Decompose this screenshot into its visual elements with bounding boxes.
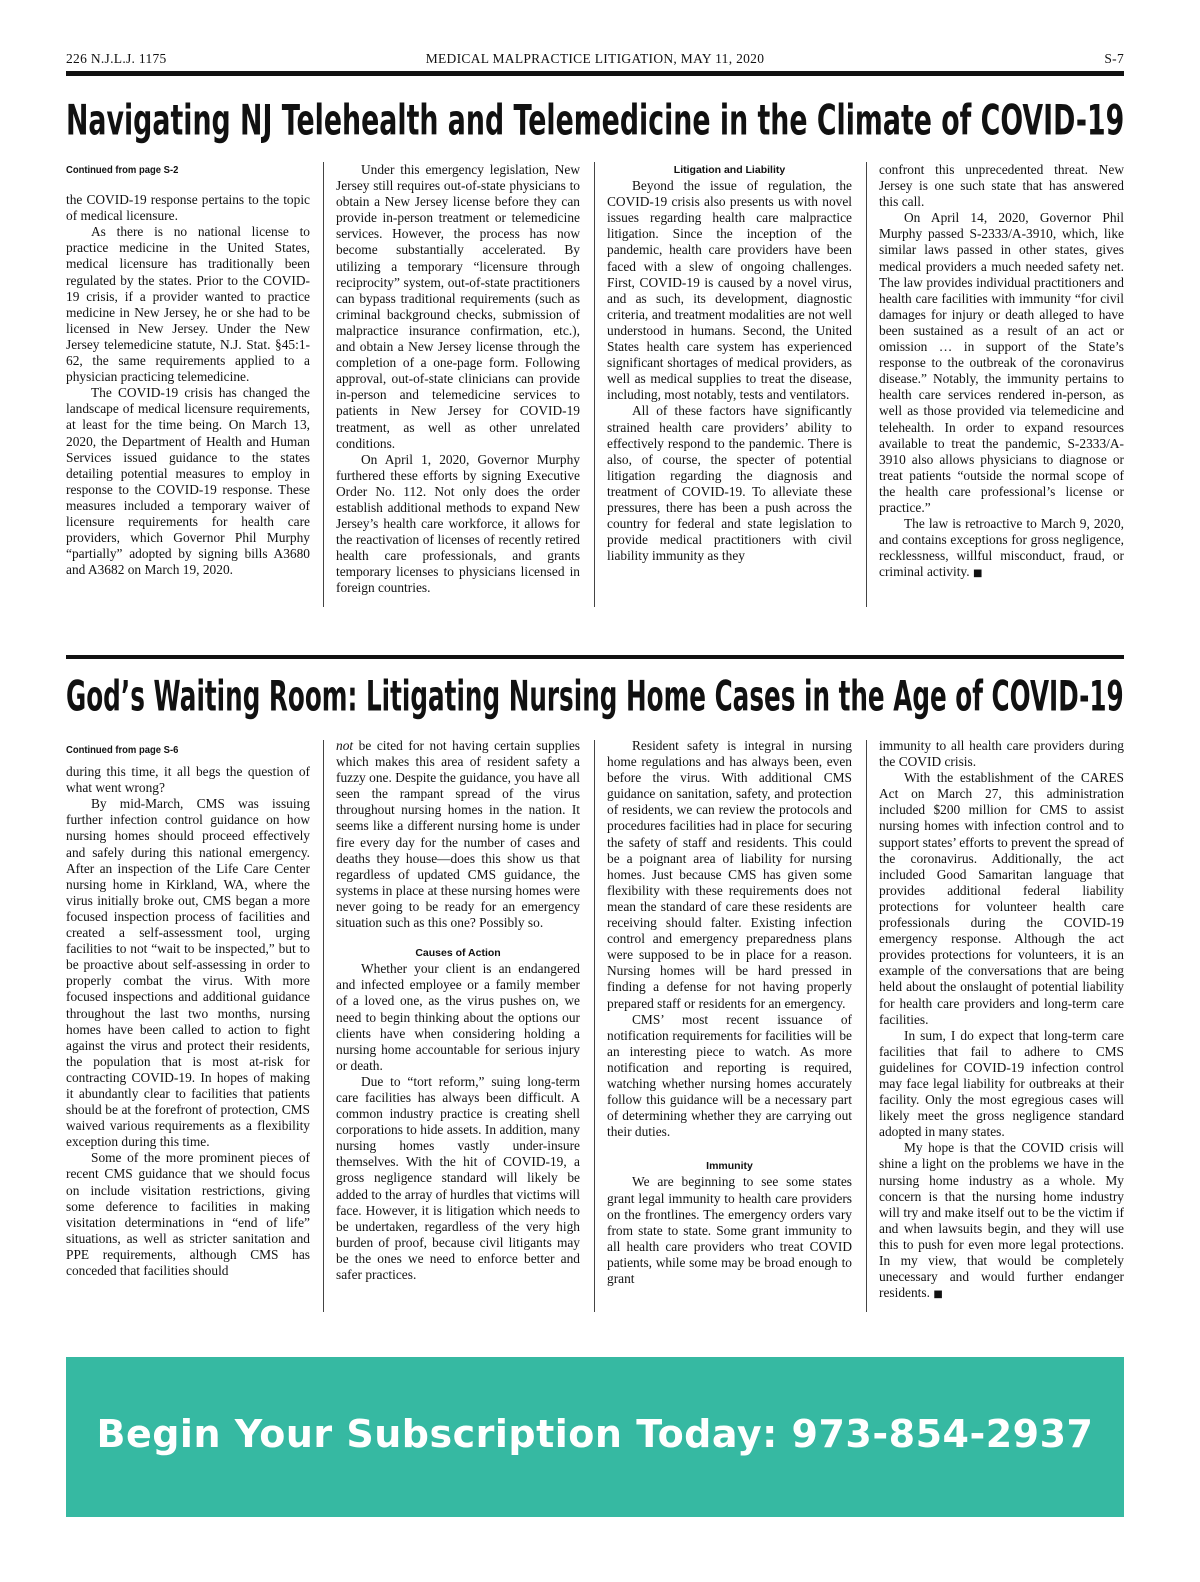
article1-continued-note: Continued from page S-2 [66,164,179,176]
header-page-number: S-7 [1104,51,1124,66]
article1-column-2 [336,162,580,597]
paragraph: On April 1, 2020, Governor Murphy furthered these efforts by signing Executive Order No. 112. Not only does the order establish additional methods to expand New Jersey’s health care workforce, it allows for the reactivation of licenses of recently retired health care professionals, and grants temporary licenses to physicians licensed in foreign countries. [336,451,580,596]
paragraph: By mid-March, CMS was issuing further infection control guidance on how nursing homes should proceed effectively and safely during this national emergency. After an inspection of the Life Care Center nursing home in Kirkland, WA, where the virus initially broke out, CMS began a more focused inspection process of facilities and created a self-assessment tool, urging facilities to not “wait to be inspected,” but to be proactive about self-assessing in order to properly combat the virus. With more focused inspections and additional guidance throughout the last two months, nursing homes have been called to action to fight against the virus and protect their residents, the population that is most at-risk for contracting COVID-19. In hopes of making it abundantly clear to facilities that patients should be at the forefront of protection, CMS waived various requirements as a flexibility exception during this time. [66,796,310,1150]
paragraph: confront this unprecedented threat. New Jersey is one such state that has answered this call. [879,162,1124,210]
paragraph: Beyond the issue of regulation, the COVID-19 crisis also presents us with novel issues regarding health care malpractice litigation. Since the inception of the pandemic, health care providers have been faced with a slew of ongoing challenges. First, COVID-19 is caused by a novel virus, and as such, its development, diagnostic criteria, and treatment modalities are not well understood in humans. Second, the United States health care system has experienced significant shortages of medical providers, as well as medical supplies to treat the disease, including, most notably, tests and ventilators. [607,178,852,403]
subhead-immunity: Immunity [706,1160,753,1173]
paragraph: Due to “tort reform,” suing long-term care facilities has always been difficult. A common industry practice is creating shell corporations to hide assets. In addition, many nursing homes vastly under-insure themselves. With the hit of COVID-19, a gross negligence standard will likely be added to the array of hurdles that victims will face. However, it is litigation which needs to be undertaken, regardless of the very high burden of proof, because civil litigants may be the ones we need to enforce better and safer practices. [336,1073,580,1282]
column-divider [594,740,595,1312]
paragraph: Resident safety is integral in nursing home regulations and has always been, even before the virus. With additional CMS guidance on sanitation, safety, and protection of residents, we can review the protocols and procedures facilities had in place for securing the safety of staff and residents. This could be a poignant area of liability for nursing homes. Just because CMS has given some flexibility with these requirements does not mean the standard of care these residents are receiving should falter. Existing infection control and emergency preparedness plans were supposed to be in place for a reason. Nursing homes will be hard pressed in finding a defense for not having properly prepared staff or residents for an emergency. [607,738,852,1011]
paragraph: the COVID-19 response pertains to the topic of medical licensure. [66,192,310,224]
column-divider [323,740,324,1312]
paragraph: In sum, I do expect that long-term care facilities that fail to adhere to CMS guidelines for COVID-19 infection control may face legal liability for outbreaks at their facility. Only the most egregious cases will likely meet the gross negligence standard adopted in many states. [879,1027,1124,1140]
paragraph-text: be cited for not having certain supplies which makes this area of resident safety a fuzzy one. Despite the guidance, you have all seen the rampant spread of the virus throughout nursing homes in the nation. It seems like a different nursing home is under fire every day for the number of cases and deaths they house—does this show us that regardless of updated CMS guidance, the systems in place at these nursing homes were never going to be ready for an emergency situation such as this one? Possibly so. [336,738,580,931]
paragraph: We are beginning to see some states grant legal immunity to health care providers on the frontlines. The emergency orders vary from state to state. Some grant immunity to all health care providers who treat COVID patients, while some may be broad enough to grant [607,1174,852,1286]
paragraph: On April 14, 2020, Governor Phil Murphy passed S-2333/A-3910, which, like similar laws passed in other states, gives medical providers a much needed safety net. The law provides individual practitioners and health care facilities with immunity “for civil damages for injury or death alleged to have been sustained as a result of an act or omission … in support of the State’s response to the outbreak of the coronavirus disease.” Notably, the immunity pertains to health care services rendered in-person, as well as those provided via telemedicine and telehealth. In order to expand resources available to treat the pandemic, S-2333/A-3910 also allows physicians to diagnose or treat patients “outside the normal scope of the health care professional’s license or practice.” [879,210,1124,515]
section-rule [66,655,1124,659]
paragraph: As there is no national license to practice medicine in the United States, medical licensure has traditionally been regulated by the states. Prior to the COVID-19 crisis, if a provider wanted to practice medicine in New Jersey, he or she had to be licensed in New Jersey. Under the New Jersey telemedicine statute, N.J. Stat. §45:1-62, the same requirements applied to a physician practicing telemedicine. [66,224,310,385]
subscription-banner-text: Begin Your Subscription Today: 973-854-2937 [96,1412,1094,1456]
article2-column-2 [336,738,580,1283]
article1-headline: Navigating NJ Telehealth and Telemedicine in the Climate of COVID-19 [66,96,1125,146]
article2-column-4 [879,738,1124,1303]
paragraph: Some of the more prominent pieces of recent CMS guidance that we should focus on include visitation restrictions, giving some deference to facilities in making visitation determinations in “end of life” situations, as well as stricter sanitation and PPE requirements, although CMS has conceded that facilities should [66,1150,310,1278]
paragraph: Whether your client is an endangered and infected employee or a family member of a loved one, as the virus pushes on, we need to begin thinking about the options our clients have when considering holding a nursing home accountable for serious injury or death. [336,961,580,1073]
subhead-litigation-and-liability: Litigation and Liability [673,164,786,176]
column-divider [866,740,867,1312]
paragraph [336,738,580,931]
subscription-banner[interactable] [66,1357,1124,1517]
article1-column-1 [66,162,310,578]
subhead-causes-of-action: Causes of Action [415,947,501,960]
header-rule [66,71,1124,76]
paragraph: All of these factors have significantly strained health care providers’ ability to effectively respond to the pandemic. There is also, of course, the specter of potential litigation regarding the diagnosis and treatment of COVID-19. To alleviate these pressures, there has been a push across the country for federal and state legislation to provide medical practitioners with civil liability immunity as they [607,403,852,564]
article1-column-3 [607,162,852,564]
column-divider [866,162,867,607]
header-publication: MEDICAL MALPRACTICE LITIGATION, MAY 11, 2020 [425,51,765,66]
paragraph-final [879,1140,1124,1303]
paragraph: during this time, it all begs the question of what went wrong? [66,764,310,796]
header-citation: 226 N.J.L.J. 1175 [66,51,167,66]
end-of-article-mark: ■ [972,568,983,580]
paragraph: Under this emergency legislation, New Jersey still requires out-of-state physicians to obtain a New Jersey license before they can provide in-person treatment or telemedicine services. However, the process has now become substantially accelerated. By utilizing a temporary “licensure through reciprocity” system, out-of-state practitioners can bypass traditional requirements (such as criminal background checks, submission of malpractice insurance confirmation, etc.), and obtain a New Jersey license through the completion of a one-page form. Following approval, out-of-state clinicians can provide in-person and telemedicine services to patients in New Jersey for COVID-19 treatment, as well as other unrelated conditions. [336,162,580,451]
article2-column-1 [66,742,310,1279]
paragraph: immunity to all health care providers during the COVID crisis. [879,738,1124,770]
paragraph-text: The law is retroactive to March 9, 2020, and contains exceptions for gross negligence, recklessness, willful misconduct, fraud, or criminal activity. [879,516,1124,580]
paragraph-final [879,516,1124,582]
article2-column-3 [607,738,852,1287]
paragraph: CMS’ most recent issuance of notification requirements for facilities will be an interesting piece to watch. As more notification and reporting is required, watching whether nursing homes accurately follow this guidance will be a necessary part of determining whether they are carrying out their duties. [607,1011,852,1140]
column-divider [323,162,324,607]
column-divider [594,162,595,607]
paragraph-text: My hope is that the COVID crisis will shine a light on the problems we have in the nursing home industry as a whole. My concern is that the nursing home industry will try and make itself out to be the victim if and when lawsuits begin, and they will use this to push for even more legal protections. In my view, that would be completely unecessary and would further endanger residents. [879,1140,1124,1301]
page-header [66,51,1124,71]
article1-column-4 [879,162,1124,582]
paragraph: With the establishment of the CARES Act on March 27, this administration included $200 million for CMS to assist nursing homes with infection control and to support states’ efforts to prevent the spread of the coronavirus. Additionally, the act included Good Samaritan language that provides additional federal liability protections for volunteer health care professionals during the COVID-19 emergency response. Although the act provides protections for volunteers, it is an example of the conversations that are being held about the onslaught of potential liability for health care providers and long-term care facilities. [879,770,1124,1027]
end-of-article-mark: ■ [933,1289,943,1301]
article2-headline: God’s Waiting Room: Litigating Nursing Home Cases in the Age of COVID-19 [66,672,1124,722]
paragraph: The COVID-19 crisis has changed the landscape of medical licensure requirements, at least for the time being. On March 13, 2020, the Department of Health and Human Services issued guidance to the states detailing potential measures to employ in response to the COVID-19 response. These measures included a temporary waiver of licensure requirements for health care providers, which Governor Phil Murphy “partially” adopted by signing bills A3680 and A3682 on March 19, 2020. [66,385,310,578]
italic-word: not [336,738,354,753]
article2-continued-note: Continued from page S-6 [66,744,179,756]
